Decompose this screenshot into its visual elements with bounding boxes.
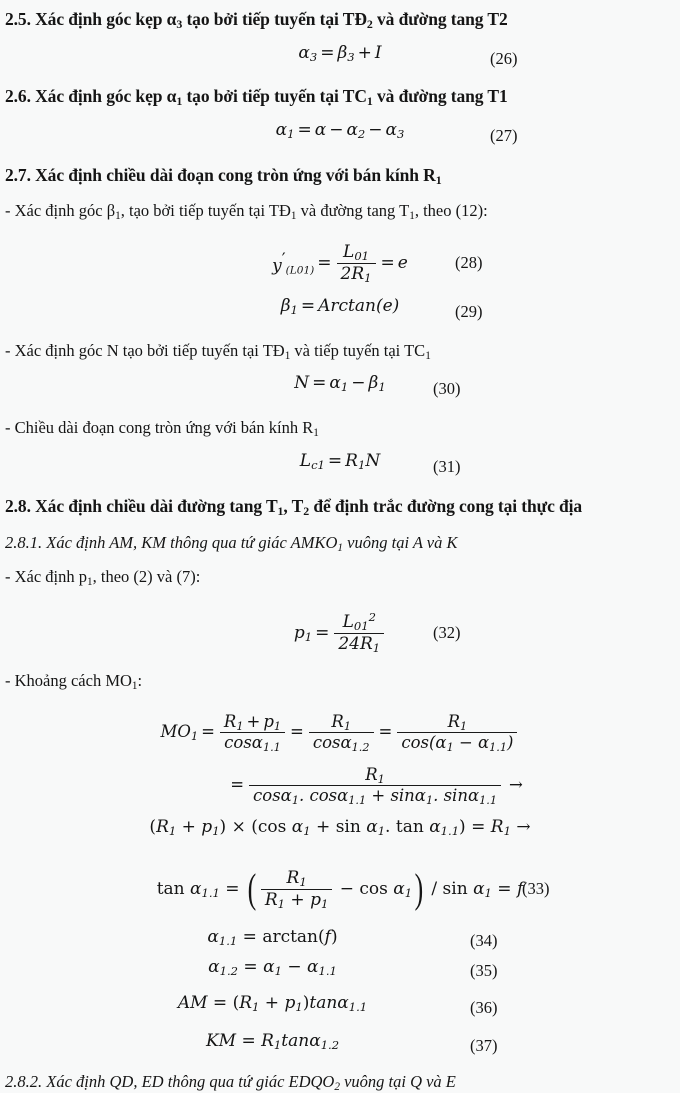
eq-term: β — [337, 43, 348, 64]
left-paren: ( — [247, 865, 257, 912]
subscript: (L01) — [285, 264, 315, 277]
equals-sign: = — [290, 722, 304, 741]
eq-term: α — [306, 957, 319, 977]
eq-term: 24R — [338, 633, 373, 654]
subscript: 1 — [337, 541, 344, 554]
text-part: 2.8.1. Xác định AM, KM thông qua tứ giác AMKO — [5, 532, 338, 552]
eq-term: R — [156, 817, 169, 837]
subscript: 3 — [176, 16, 183, 31]
eq-term: α — [275, 120, 288, 141]
subscript: 1 — [372, 640, 381, 655]
paren: ) — [302, 993, 310, 1013]
subscript: 2 — [334, 1080, 340, 1093]
subscript: 1.1 — [440, 823, 460, 838]
subscript: 1 — [366, 94, 373, 109]
equals-sign: = — [320, 43, 335, 64]
equation-number-29: (29) — [455, 301, 483, 321]
subscript: 01 — [353, 618, 369, 633]
fraction — [337, 243, 376, 284]
subscript: 1 — [273, 719, 282, 733]
subscript: 1 — [304, 629, 313, 644]
section-heading-2-5 — [0, 8, 680, 31]
operator: . — [298, 786, 310, 805]
subscript: 1 — [303, 823, 311, 838]
equation-28 — [0, 232, 680, 294]
eq-term: R — [345, 450, 358, 471]
eq-term: R — [223, 711, 237, 731]
subsection-heading-2-8-1 — [0, 532, 680, 553]
subscript: 1.1 — [479, 793, 497, 807]
subscript: 1 — [446, 740, 454, 754]
subscript: 1 — [274, 963, 282, 978]
fraction — [397, 713, 517, 753]
superscript: 2 — [368, 609, 376, 624]
equation-30 — [0, 373, 680, 393]
equals-sign: = — [236, 1031, 262, 1051]
subscript: c1 — [311, 457, 325, 472]
subscript: 1.1 — [348, 793, 367, 807]
eq-term: AM — [177, 993, 208, 1013]
eq-term: α — [208, 957, 220, 977]
fraction-numerator — [220, 713, 285, 733]
alpha-symbol: α — [166, 86, 177, 107]
fraction-numerator — [249, 766, 501, 786]
heading-text: 2.6. Xác định góc kẹp — [5, 86, 167, 107]
subscript: 1 — [168, 823, 177, 838]
eq-term: cosα — [253, 786, 292, 805]
equals-sign: = — [237, 927, 263, 947]
subscript: 1 — [340, 380, 349, 395]
heading-text-suffix: và đường tang T1 — [372, 86, 508, 107]
subscript: 1 — [484, 885, 492, 900]
subscript: 1.1 — [348, 999, 368, 1014]
subscript: 1 — [176, 94, 183, 109]
text-part: - Xác định góc N tạo bởi tiếp tuyến tại TĐ — [5, 340, 285, 360]
eq-term: sinα — [390, 786, 426, 805]
eq-term: p — [201, 817, 213, 837]
text-part: - Chiều dài đoạn cong tròn ứng với bán kính R — [5, 418, 314, 438]
equation-number-36: (36) — [470, 998, 498, 1017]
eq-term: N — [294, 373, 310, 394]
equals-sign: = — [378, 722, 393, 741]
eq-term: α — [366, 817, 378, 837]
equation-27 — [0, 120, 680, 140]
fraction-numerator — [261, 869, 332, 890]
heading-text-suffix: và đường tang T2 — [372, 9, 508, 29]
eq-term: α — [263, 957, 275, 977]
equation-expansion-row — [0, 817, 680, 851]
heading-text: 2.7. Xác định chiều dài đoạn cong tròn ứng với bán kính R — [5, 165, 436, 186]
equation-37 — [0, 1031, 680, 1051]
equals-sign: = — [380, 252, 395, 273]
tan-function: tan — [395, 817, 430, 837]
eq-term: L — [299, 450, 312, 471]
subscript: 1.1 — [262, 740, 281, 754]
equation-33 — [0, 859, 680, 919]
subscript: 3 — [397, 127, 405, 142]
subsection-heading-2-8-2 — [0, 1071, 680, 1092]
subscript: 1 — [295, 999, 303, 1014]
eq-term: α — [291, 817, 304, 837]
equation-33-row — [0, 859, 680, 919]
eq-term: f — [516, 879, 524, 899]
multiply-sign: × — [226, 817, 252, 837]
subscript: 2 — [303, 503, 310, 518]
fraction-denominator — [397, 733, 517, 752]
subscript: 1 — [409, 210, 415, 223]
equation-number-34: (34) — [470, 931, 498, 950]
operator: . — [385, 817, 396, 837]
arctan-function: arctan( — [262, 927, 325, 947]
eq-term: L — [343, 241, 355, 262]
subscript: 1 — [252, 999, 260, 1014]
tan-function: tanα — [309, 993, 349, 1013]
heading-text-mid: tạo bởi tiếp tuyến tại TC — [182, 86, 367, 107]
subscript: 2 — [357, 127, 366, 142]
equals-sign: = — [327, 450, 343, 471]
minus-sign: − — [281, 957, 307, 977]
text-part: vuông tại A và K — [343, 532, 458, 552]
text-part: : — [137, 670, 143, 690]
equation-32-row — [0, 602, 680, 664]
subscript: 1 — [87, 575, 93, 588]
heading-text-suffix: để định trắc đường cong tại thực địa — [309, 495, 583, 516]
subscript: 1 — [503, 823, 511, 838]
eq-term: p — [284, 993, 296, 1013]
right-paren: ) — [414, 865, 424, 912]
eq-term: α — [429, 817, 441, 837]
heading-text-mid: tạo bởi tiếp tuyến tại TĐ — [182, 9, 367, 29]
equation-26-row — [0, 43, 680, 75]
tan-function: tan — [156, 879, 191, 899]
heading-text: 2.5. Xác định góc kẹp — [5, 9, 167, 29]
equation-number-27: (27) — [490, 126, 518, 146]
plus-sign: + — [310, 817, 336, 837]
subscript: 1 — [299, 874, 307, 889]
equals-sign: = — [238, 957, 264, 977]
body-line-2-7-2 — [0, 340, 680, 361]
equation-number-37: (37) — [470, 1036, 498, 1055]
equals-sign: = — [230, 775, 245, 794]
text-part: - Xác định góc β — [5, 201, 116, 221]
eq-term: KM — [205, 1031, 237, 1051]
paren: ( — [251, 817, 258, 837]
cos-function: cos — [359, 879, 394, 899]
subscript: 3 — [347, 49, 355, 64]
fraction — [309, 713, 374, 753]
eq-term: α — [393, 879, 405, 899]
subscript: 1 — [425, 349, 431, 362]
eq-term: − α — [453, 733, 490, 752]
eq-term: R — [261, 1031, 274, 1051]
eq-term: R — [447, 711, 461, 731]
eq-term: ) — [507, 733, 514, 752]
fraction-denominator — [334, 634, 384, 654]
equals-sign: = — [300, 295, 316, 316]
equals-sign: = — [315, 622, 330, 643]
eq-term: R — [264, 890, 278, 910]
eq-term: R — [286, 867, 300, 888]
subscript: 1 — [404, 885, 413, 900]
subscript: 01 — [354, 248, 370, 263]
equals-sign: = — [465, 817, 491, 837]
fraction-denominator — [220, 733, 285, 752]
equation-mo1-line2 — [0, 757, 680, 813]
eq-term: 2R — [340, 263, 365, 284]
text-part: , theo (12): — [414, 201, 488, 221]
equals-sign: = — [201, 722, 215, 741]
equation-29-row — [0, 296, 680, 328]
text-part: 2.8.2. Xác định QD, ED thông qua tứ giác EDQO — [5, 1072, 335, 1091]
eq-term: R — [331, 711, 344, 731]
section-heading-2-7 — [0, 164, 680, 187]
subscript: 1 — [425, 793, 434, 807]
subscript: 1.1 — [218, 933, 238, 948]
eq-term: p — [263, 711, 274, 731]
equation-28-row — [0, 232, 680, 294]
divide-sign: / — [426, 879, 443, 899]
section-heading-2-8 — [0, 495, 680, 518]
fraction-numerator — [337, 243, 376, 264]
equation-mo1-line2-row — [0, 757, 680, 813]
eq-term: α — [385, 120, 398, 141]
equals-sign: = — [207, 993, 233, 1013]
eq-term: f — [324, 927, 331, 947]
paren: ( — [149, 817, 157, 837]
eq-term: β — [368, 373, 379, 394]
eq-term: cosα — [309, 786, 349, 805]
subscript: 1 — [273, 1037, 282, 1052]
fraction-numerator — [334, 609, 384, 634]
subscript: 1 — [377, 823, 386, 838]
equation-number-30: (30) — [433, 379, 461, 399]
eq-term: N — [365, 450, 381, 471]
fraction — [220, 713, 285, 753]
fraction-denominator — [309, 733, 374, 752]
minus-sign: − — [351, 373, 366, 394]
eq-term: sinα — [443, 786, 480, 805]
fraction — [334, 609, 384, 655]
text-part: và tiếp tuyến tại TC — [290, 340, 426, 360]
eq-term: α — [314, 120, 327, 141]
paren: ) — [219, 817, 227, 837]
subscript: 1 — [343, 719, 351, 733]
heading-text-mid: , T — [283, 495, 304, 516]
plus-sign: + — [176, 817, 202, 837]
subscript: 1 — [357, 457, 366, 472]
subscript: 1 — [277, 896, 286, 911]
document-page — [0, 8, 680, 1093]
equals-sign: = — [312, 373, 327, 394]
text-part: , tạo bởi tiếp tuyến tại TĐ — [120, 201, 291, 221]
tan-function: tanα — [281, 1031, 321, 1051]
eq-term: α — [473, 879, 485, 899]
equation-32 — [0, 602, 680, 664]
fraction-denominator — [337, 264, 376, 284]
subscript: 1 — [364, 270, 372, 285]
subscript: 1 — [377, 772, 385, 786]
equation-number-28: (28) — [455, 252, 483, 272]
right-arrow-icon: → — [508, 775, 523, 794]
paren: ) — [459, 817, 466, 837]
fraction-denominator — [249, 786, 501, 805]
equation-35-row — [0, 957, 680, 985]
subscript: 1 — [115, 210, 121, 223]
subscript: 1 — [460, 719, 468, 733]
equation-mo1-line1 — [0, 703, 680, 761]
subscript: 1.1 — [318, 963, 337, 978]
subscript: 1 — [290, 210, 297, 223]
subscript: 1.2 — [351, 740, 370, 754]
fraction-denominator — [261, 890, 332, 910]
subscript: 1.1 — [489, 740, 508, 754]
body-line-2-7-1 — [0, 200, 680, 221]
equation-number-32: (32) — [433, 622, 461, 642]
subscript: 1 — [320, 896, 329, 911]
eq-term: p — [310, 890, 321, 910]
eq-term: cosα — [312, 733, 352, 752]
text-part: vuông tại Q và E — [339, 1072, 456, 1091]
minus-sign: − — [329, 120, 344, 141]
text-part: , theo (2) và (7): — [92, 567, 201, 587]
eq-term: L — [342, 611, 354, 632]
equals-sign: = — [297, 120, 312, 141]
subscript: 1 — [313, 426, 319, 439]
paren: ( — [232, 993, 240, 1013]
eq-term: Arctan(e) — [318, 295, 400, 316]
equation-34-row — [0, 927, 680, 955]
subscript: 1 — [290, 302, 298, 317]
subscript: 1.2 — [219, 963, 239, 978]
subscript: 1 — [236, 719, 244, 733]
eq-term: R — [490, 817, 504, 837]
eq-term: α — [190, 879, 202, 899]
equation-26 — [0, 43, 680, 63]
eq-term: p — [293, 622, 305, 643]
body-line-2-8-1-2 — [0, 670, 680, 691]
equation-36 — [0, 993, 680, 1013]
eq-term: I — [374, 43, 382, 64]
paren: ) — [330, 927, 338, 947]
operator: . — [433, 786, 444, 805]
subscript: 1 — [212, 823, 220, 838]
subscript: 1 — [277, 503, 284, 518]
subscript: 1 — [435, 173, 442, 188]
eq-term: α — [329, 373, 341, 394]
minus-sign: − — [334, 879, 360, 899]
cos-function: cos — [257, 817, 292, 837]
body-line-2-8-1-1 — [0, 566, 680, 587]
equation-mo1-line1-row — [0, 703, 680, 761]
right-arrow-icon: → — [510, 817, 531, 837]
subscript: 1.1 — [201, 885, 220, 900]
eq-term: α — [298, 43, 310, 64]
equation-31 — [0, 451, 680, 471]
equation-number-26: (26) — [490, 49, 518, 69]
equation-number-33: (33) — [522, 879, 550, 898]
section-heading-2-6 — [0, 85, 680, 108]
sin-function: sin — [335, 817, 367, 837]
plus-sign: + — [285, 890, 311, 910]
prime-mark: ′ — [281, 249, 286, 270]
equation-36-row — [0, 993, 680, 1023]
eq-term: cos(α — [401, 733, 447, 752]
plus-sign: + — [259, 993, 285, 1013]
eq-term: y — [272, 255, 282, 276]
equation-34 — [0, 927, 680, 947]
equation-number-35: (35) — [470, 961, 498, 980]
subscript: 1.2 — [320, 1037, 340, 1052]
plus-sign: + — [366, 786, 391, 805]
eq-term: R — [365, 764, 378, 784]
equation-30-row — [0, 373, 680, 405]
subscript: 1 — [287, 127, 295, 142]
eq-term: α — [207, 927, 219, 947]
fraction — [261, 869, 332, 910]
fraction-numerator — [309, 713, 374, 733]
fraction — [249, 766, 501, 806]
heading-text: 2.8. Xác định chiều dài đường tang T — [5, 495, 278, 516]
eq-term: e — [397, 252, 408, 273]
equation-35 — [0, 957, 680, 977]
plus-sign: + — [357, 43, 372, 64]
fraction-numerator — [397, 713, 517, 733]
eq-term: MO — [160, 722, 191, 741]
equation-31-row — [0, 451, 680, 483]
equation-37-row — [0, 1031, 680, 1061]
equation-29 — [0, 296, 680, 316]
equation-expansion — [0, 817, 680, 837]
equation-number-31: (31) — [433, 456, 461, 476]
text-part: và đường tang T — [296, 201, 410, 221]
eq-term: R — [239, 993, 253, 1013]
eq-term: cosα — [224, 733, 263, 752]
subscript: 1 — [291, 793, 299, 807]
equals-sign: = — [219, 879, 245, 899]
subscript: 1 — [131, 679, 138, 692]
text-part: - Xác định p — [5, 567, 88, 587]
subscript: 1 — [284, 349, 291, 362]
body-line-2-7-3 — [0, 417, 680, 438]
subscript: 1 — [190, 729, 199, 743]
eq-term: α — [346, 120, 358, 141]
text-part: - Khoảng cách MO — [5, 670, 132, 690]
sin-function: sin — [442, 879, 474, 899]
eq-term: β — [280, 295, 291, 316]
subscript: 2 — [366, 16, 373, 31]
equals-sign: = — [317, 252, 332, 273]
equation-27-row — [0, 120, 680, 152]
minus-sign: − — [368, 120, 383, 141]
alpha-symbol: α — [166, 9, 177, 29]
subscript: 3 — [309, 49, 318, 64]
equals-sign: = — [491, 879, 517, 899]
plus-sign: + — [246, 711, 261, 731]
subscript: 1 — [378, 380, 386, 395]
